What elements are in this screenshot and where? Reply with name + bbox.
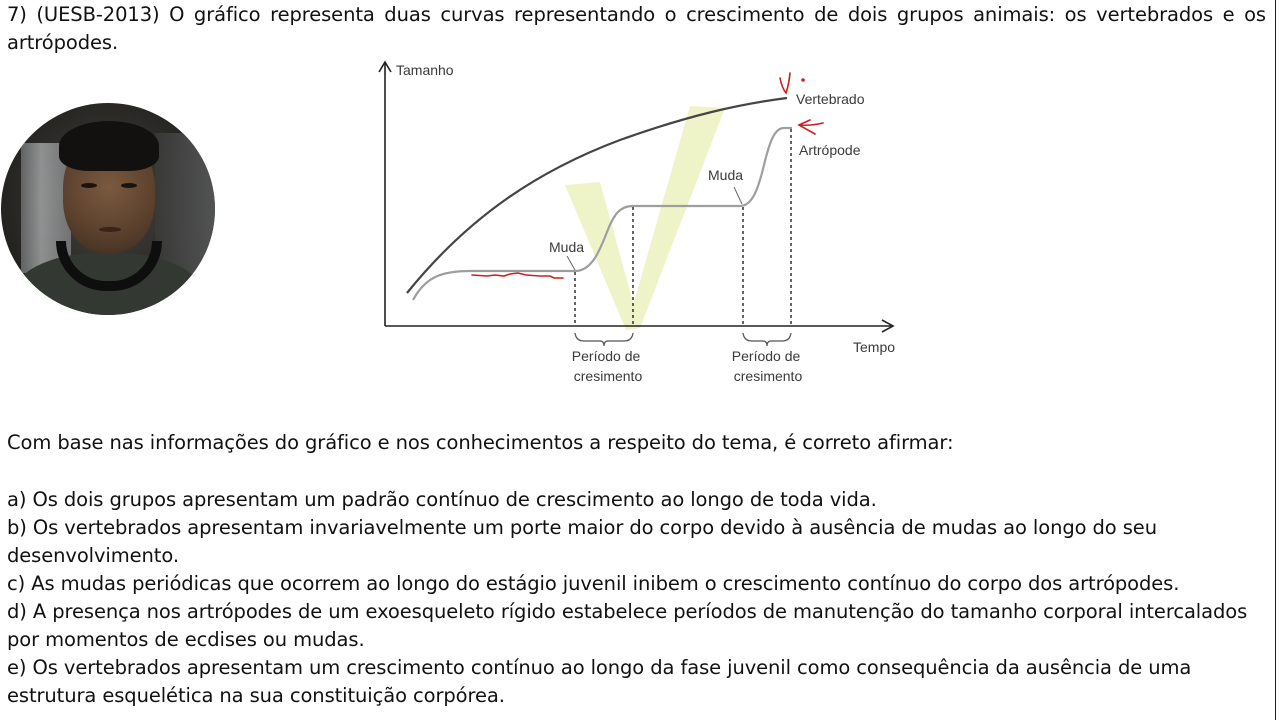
answer-options — [7, 486, 1266, 710]
muda-leader-2 — [734, 187, 742, 204]
option-e[interactable]: e) Os vertebrados apresentam um crescimento contínuo ao longo da fase juvenil como consequência da ausência de uma estrutura esquelética na sua constituição corpórea. — [7, 656, 1192, 707]
artropode-label: Artrópode — [799, 142, 861, 158]
question-title-line-2: artrópodes. — [7, 31, 119, 54]
option-d[interactable]: d) A presença nos artrópodes de um exoesqueleto rígido estabelece períodos de manutenção do tamanho corporal intercalados por momentos de ecdises ou mudas. — [7, 600, 1248, 651]
option-c[interactable]: c) As mudas periódicas que ocorrem ao longo do estágio juvenil inibem o crescimento contínuo do corpo dos artrópodes. — [7, 572, 1180, 595]
vertebrado-label: Vertebrado — [796, 91, 865, 107]
muda-leader-1 — [567, 256, 575, 270]
red-arrow-icon — [799, 120, 823, 134]
y-axis — [379, 62, 391, 326]
growth-period-label-1-line1: Período de — [571, 348, 641, 364]
question-title-line-1: 7) (UESB-2013) O gráfico representa duas curvas representando o crescimento de dois grupos animais: os vertebrados e os — [7, 3, 1266, 26]
annotation-marks — [472, 73, 823, 278]
growth-period-brace-2 — [743, 333, 791, 346]
muda-label-2: Muda — [708, 167, 744, 183]
red-underline — [472, 273, 563, 278]
red-checkmark-icon — [780, 73, 790, 93]
growth-period-label-1-line2: cresimento — [573, 368, 643, 384]
option-a[interactable]: a) Os dois grupos apresentam um padrão contínuo de crescimento ao longo de toda vida. — [7, 488, 877, 511]
growth-period-label-1 — [572, 348, 644, 384]
option-b[interactable]: b) Os vertebrados apresentam invariavelmente um porte maior do corpo devido à ausência de mudas ao longo do seu desenvolvimento. — [7, 516, 1157, 567]
muda-label-1: Muda — [549, 239, 585, 255]
growth-period-brace-1 — [575, 333, 633, 346]
question-prompt: Com base nas informações do gráfico e nos conhecimentos a respeito do tema, é correto afirmar: — [7, 431, 954, 454]
growth-period-label-2 — [732, 348, 804, 384]
x-axis-label: Tempo — [853, 339, 896, 355]
red-dot-icon — [802, 79, 804, 81]
watermark-check-icon — [565, 106, 725, 330]
page-edge-divider — [1275, 0, 1276, 720]
growth-period-label-2-line2: cresimento — [733, 368, 803, 384]
y-axis-label: Tamanho — [396, 62, 454, 78]
growth-period-label-2-line1: Período de — [731, 348, 801, 364]
